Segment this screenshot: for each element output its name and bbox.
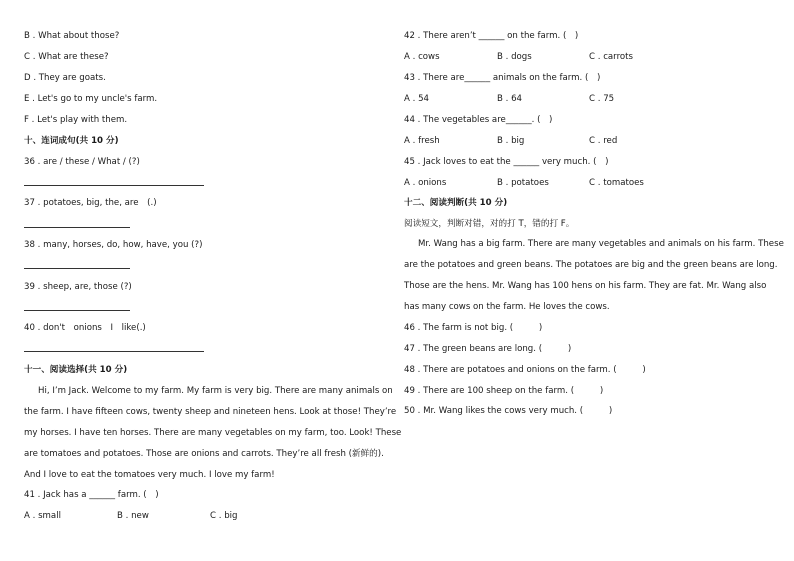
question-46: 46 . The farm is not big. ( ) bbox=[404, 323, 543, 333]
passage-line: my horses. I have ten horses. There are many vegetables on my farm, too. Look! These bbox=[24, 428, 402, 438]
section-10-title: 十、连词成句(共 10 分) bbox=[24, 136, 119, 146]
question-44-option-c[interactable]: C . red bbox=[589, 136, 618, 146]
option-c: C . What are these? bbox=[24, 52, 109, 62]
question-50: 50 . Mr. Wang likes the cows very much. ( ) bbox=[404, 406, 613, 416]
question-42-option-b[interactable]: B . dogs bbox=[497, 52, 532, 62]
answer-line-36[interactable] bbox=[24, 185, 204, 186]
answer-line-38[interactable] bbox=[24, 268, 130, 269]
question-38: 38 . many, horses, do, how, have, you (?) bbox=[24, 240, 203, 250]
question-47: 47 . The green beans are long. ( ) bbox=[404, 344, 572, 354]
question-39: 39 . sheep, are, those (?) bbox=[24, 282, 132, 292]
section-12-title: 十二、阅读判断(共 10 分) bbox=[404, 198, 508, 208]
passage-line: the farm. I have fifteen cows, twenty sheep and nineteen hens. Look at those! They’re bbox=[24, 407, 397, 417]
question-42-option-a[interactable]: A . cows bbox=[404, 52, 440, 62]
section-11-title: 十一、阅读选择(共 10 分) bbox=[24, 365, 128, 375]
option-b: B . What about those? bbox=[24, 31, 120, 41]
question-37: 37 . potatoes, big, the, are (.) bbox=[24, 198, 157, 208]
question-44-option-b[interactable]: B . big bbox=[497, 136, 525, 146]
passage-line: has many cows on the farm. He loves the cows. bbox=[404, 302, 610, 312]
passage-line: And I love to eat the tomatoes very much. I love my farm! bbox=[24, 470, 275, 480]
question-48: 48 . There are potatoes and onions on the farm. ( ) bbox=[404, 365, 646, 375]
passage-line: Mr. Wang has a big farm. There are many vegetables and animals on his farm. These bbox=[418, 239, 784, 249]
question-49: 49 . There are 100 sheep on the farm. ( ) bbox=[404, 386, 604, 396]
option-e: E . Let's go to my uncle's farm. bbox=[24, 94, 158, 104]
answer-line-37[interactable] bbox=[24, 227, 130, 228]
option-f: F . Let's play with them. bbox=[24, 115, 128, 125]
question-43-option-c[interactable]: C . 75 bbox=[589, 94, 615, 104]
option-d: D . They are goats. bbox=[24, 73, 106, 83]
question-41: 41 . Jack has a ______ farm. ( ) bbox=[24, 490, 159, 500]
question-43-option-a[interactable]: A . 54 bbox=[404, 94, 430, 104]
question-43: 43 . There are______ animals on the farm. ( ) bbox=[404, 73, 601, 83]
passage-line: are the potatoes and green beans. The potatoes are big and the green beans are long. bbox=[404, 260, 778, 270]
question-44-option-a[interactable]: A . fresh bbox=[404, 136, 440, 146]
question-42-option-c[interactable]: C . carrots bbox=[589, 52, 634, 62]
passage-line: Those are the hens. Mr. Wang has 100 hens on his farm. They are fat. Mr. Wang also bbox=[404, 281, 767, 291]
passage-line: are tomatoes and potatoes. Those are onions and carrots. They’re all fresh (新鲜的). bbox=[24, 449, 384, 459]
answer-line-39[interactable] bbox=[24, 310, 130, 311]
question-44: 44 . The vegetables are______. ( ) bbox=[404, 115, 553, 125]
question-43-option-b[interactable]: B . 64 bbox=[497, 94, 523, 104]
question-45-option-b[interactable]: B . potatoes bbox=[497, 178, 549, 188]
question-41-option-a[interactable]: A . small bbox=[24, 511, 61, 521]
question-42: 42 . There aren’t ______ on the farm. ( ) bbox=[404, 31, 579, 41]
answer-line-40[interactable] bbox=[24, 351, 204, 352]
section-12-instruction: 阅读短文，判断对错，对的打 T，错的打 F。 bbox=[404, 219, 575, 229]
question-41-option-c[interactable]: C . big bbox=[210, 511, 238, 521]
question-41-option-b[interactable]: B . new bbox=[117, 511, 149, 521]
question-45-option-a[interactable]: A . onions bbox=[404, 178, 447, 188]
question-36: 36 . are / these / What / (?) bbox=[24, 157, 140, 167]
question-45: 45 . Jack loves to eat the ______ very much. ( ) bbox=[404, 157, 609, 167]
passage-line: Hi, I’m Jack. Welcome to my farm. My farm is very big. There are many animals on bbox=[38, 386, 393, 396]
question-40: 40 . don't onions I like(.) bbox=[24, 323, 146, 333]
question-45-option-c[interactable]: C . tomatoes bbox=[589, 178, 644, 188]
